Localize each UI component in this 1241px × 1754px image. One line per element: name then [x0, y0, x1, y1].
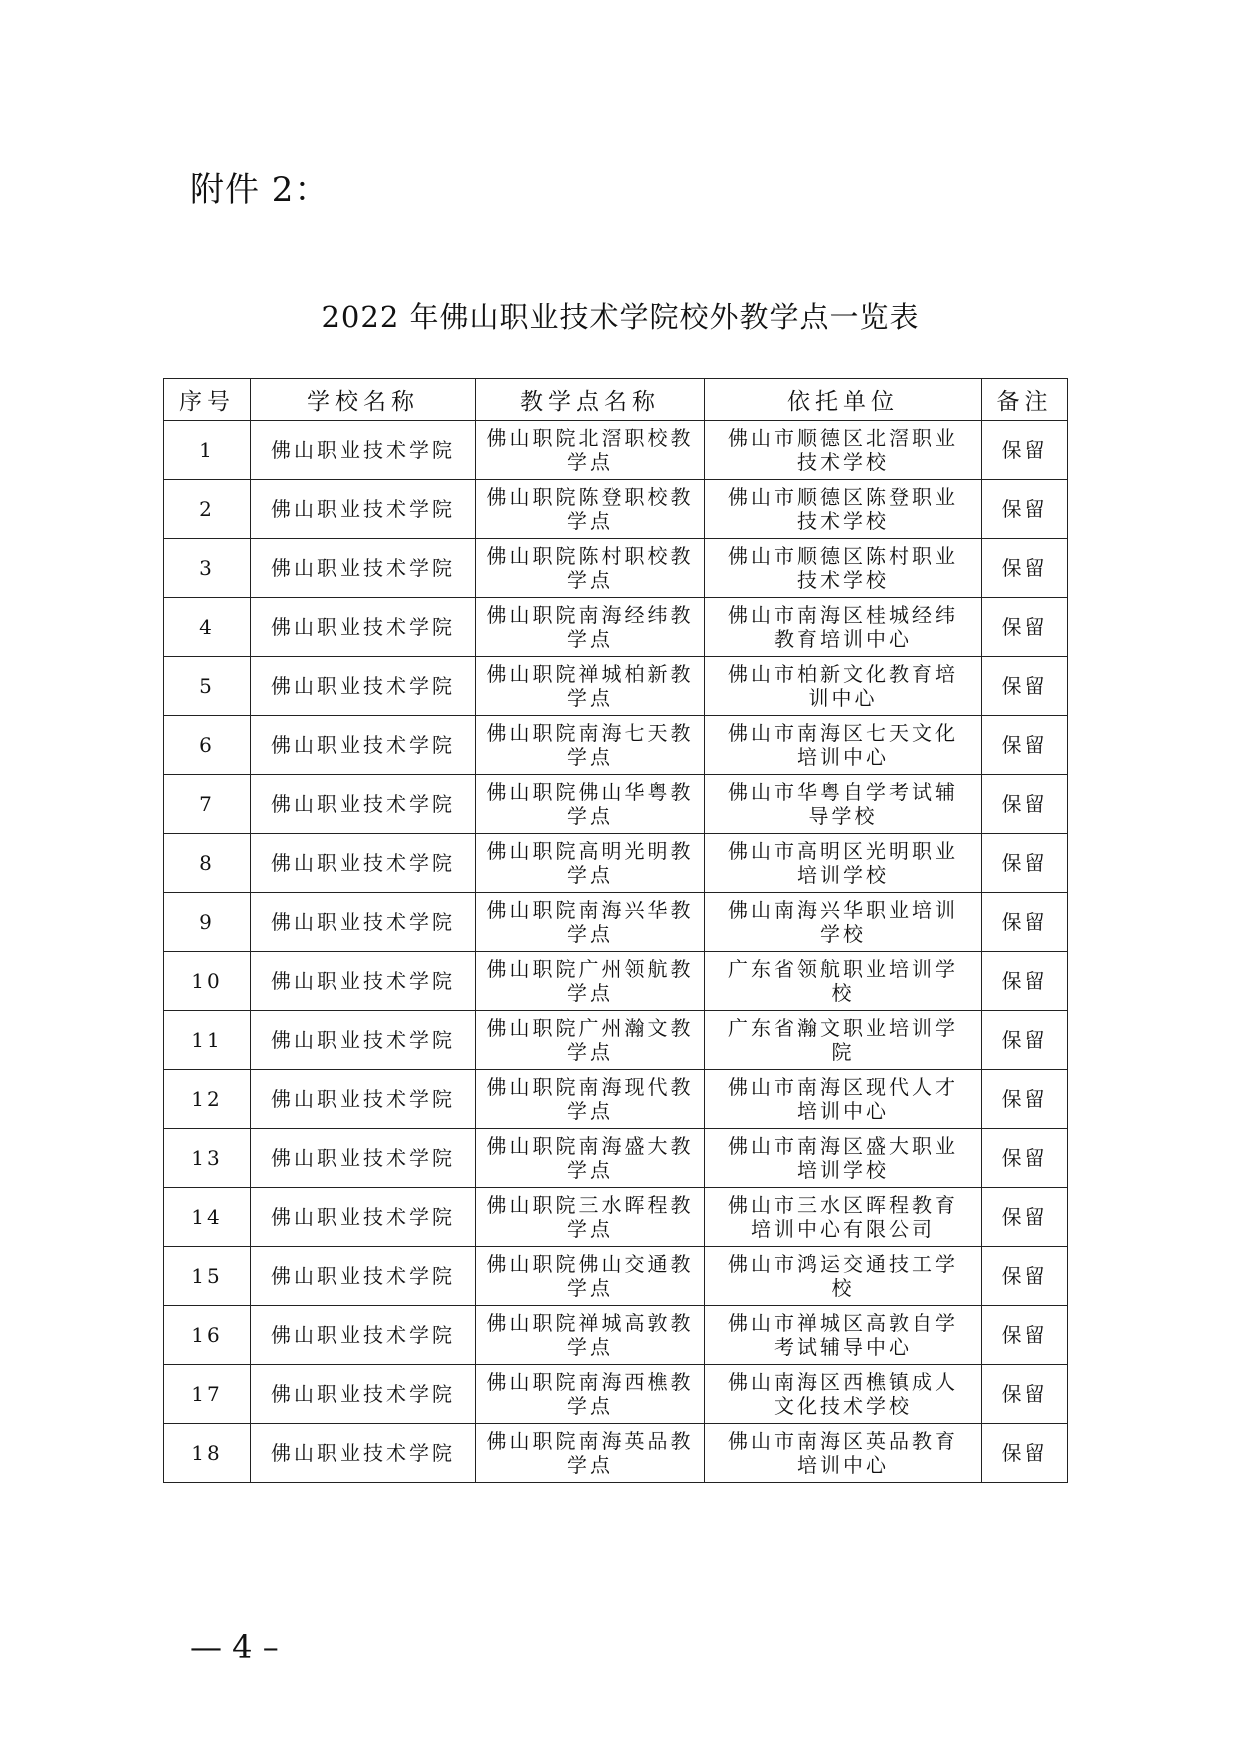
school-name-cell-text: 佛山职业技术学院: [271, 615, 455, 639]
remark-cell-text: 保留: [1001, 438, 1048, 462]
teaching-site-cell-text: 佛山职院广州领航教学点: [486, 957, 694, 1005]
teaching-site-cell-text: 佛山职院南海经纬教学点: [486, 603, 694, 651]
teaching-site-cell-text: 佛山职院北滘职校教学点: [486, 426, 694, 474]
host-unit-cell: [705, 1365, 982, 1424]
host-unit-cell: [705, 775, 982, 834]
remark-cell: [982, 1129, 1068, 1188]
remark-cell: [982, 480, 1068, 539]
table-header-row: [164, 379, 1068, 421]
host-unit-cell: [705, 893, 982, 952]
school-name-cell: [251, 716, 476, 775]
table-row: [164, 893, 1068, 952]
row-number-cell: 4: [164, 598, 251, 657]
remark-cell-text: 保留: [1001, 1205, 1048, 1229]
table-row: [164, 480, 1068, 539]
table-row: [164, 539, 1068, 598]
table-row: [164, 1129, 1068, 1188]
host-unit-cell-text: 佛山市三水区晖程教育培训中心有限公司: [728, 1193, 958, 1241]
school-name-cell: [251, 1365, 476, 1424]
host-unit-cell-text: 佛山市华粤自学考试辅导学校: [728, 780, 958, 828]
school-name-cell-text: 佛山职业技术学院: [271, 1264, 455, 1288]
table-row: [164, 657, 1068, 716]
school-name-cell: [251, 1129, 476, 1188]
school-name-cell-text: 佛山职业技术学院: [271, 1382, 455, 1406]
remark-cell-text: 保留: [1001, 556, 1048, 580]
host-unit-cell: [705, 716, 982, 775]
host-unit-cell: [705, 834, 982, 893]
row-number-cell: 16: [164, 1306, 251, 1365]
table-row: [164, 834, 1068, 893]
table-row: [164, 716, 1068, 775]
row-number-cell: 10: [164, 952, 251, 1011]
teaching-site-cell: [476, 1306, 705, 1365]
teaching-site-cell: [476, 716, 705, 775]
table-row: [164, 1247, 1068, 1306]
remark-cell-text: 保留: [1001, 910, 1048, 934]
remark-cell: [982, 421, 1068, 480]
remark-cell: [982, 893, 1068, 952]
teaching-site-cell: [476, 1188, 705, 1247]
host-unit-cell: [705, 1247, 982, 1306]
row-number-cell: 11: [164, 1011, 251, 1070]
teaching-sites-table: [163, 378, 1068, 1483]
teaching-site-cell: [476, 1070, 705, 1129]
row-number-cell: 1: [164, 421, 251, 480]
remark-cell-text: 保留: [1001, 969, 1048, 993]
school-name-cell: [251, 1070, 476, 1129]
school-name-cell-text: 佛山职业技术学院: [271, 556, 455, 580]
table-row: [164, 1424, 1068, 1483]
remark-cell-text: 保留: [1001, 733, 1048, 757]
remark-cell-text: 保留: [1001, 792, 1048, 816]
remark-cell: [982, 1011, 1068, 1070]
teaching-site-cell: [476, 539, 705, 598]
remark-cell-text: 保留: [1001, 1441, 1048, 1465]
teaching-site-cell: [476, 775, 705, 834]
host-unit-cell-text: 佛山市南海区盛大职业培训学校: [728, 1134, 958, 1182]
remark-cell-text: 保留: [1001, 1087, 1048, 1111]
row-number-cell: 5: [164, 657, 251, 716]
teaching-site-cell-text: 佛山职院南海七天教学点: [486, 721, 694, 769]
remark-cell: [982, 1247, 1068, 1306]
remark-cell: [982, 1306, 1068, 1365]
school-name-cell: [251, 1247, 476, 1306]
school-name-cell-text: 佛山职业技术学院: [271, 1441, 455, 1465]
teaching-site-cell-text: 佛山职院南海现代教学点: [486, 1075, 694, 1123]
host-unit-cell: [705, 1011, 982, 1070]
teaching-site-cell-text: 佛山职院陈村职校教学点: [486, 544, 694, 592]
remark-cell-text: 保留: [1001, 674, 1048, 698]
host-unit-cell-text: 佛山市顺德区北滘职业技术学校: [728, 426, 958, 474]
table-row: [164, 1306, 1068, 1365]
teaching-site-cell-text: 佛山职院三水晖程教学点: [486, 1193, 694, 1241]
table-row: [164, 421, 1068, 480]
host-unit-cell-text: 佛山南海兴华职业培训学校: [728, 898, 958, 946]
remark-cell-text: 保留: [1001, 1323, 1048, 1347]
teaching-site-cell-text: 佛山职院南海英品教学点: [486, 1429, 694, 1477]
row-number-cell: 14: [164, 1188, 251, 1247]
school-name-cell: [251, 775, 476, 834]
remark-cell: [982, 1188, 1068, 1247]
table-row: [164, 598, 1068, 657]
host-unit-cell-text: 佛山市顺德区陈村职业技术学校: [728, 544, 958, 592]
row-number-cell: 13: [164, 1129, 251, 1188]
header-unit: 依托单位: [705, 379, 982, 421]
host-unit-cell-text: 佛山市柏新文化教育培训中心: [728, 662, 958, 710]
page-number: — 4 –: [190, 1628, 279, 1666]
school-name-cell-text: 佛山职业技术学院: [271, 1028, 455, 1052]
school-name-cell: [251, 1188, 476, 1247]
school-name-cell: [251, 893, 476, 952]
table-row: [164, 1011, 1068, 1070]
remark-cell: [982, 1365, 1068, 1424]
school-name-cell-text: 佛山职业技术学院: [271, 1205, 455, 1229]
remark-cell: [982, 598, 1068, 657]
school-name-cell: [251, 1424, 476, 1483]
school-name-cell-text: 佛山职业技术学院: [271, 1087, 455, 1111]
remark-cell-text: 保留: [1001, 1146, 1048, 1170]
row-number-cell: 7: [164, 775, 251, 834]
header-school: 学校名称: [251, 379, 476, 421]
attachment-label: 附件 2：: [190, 170, 330, 210]
remark-cell-text: 保留: [1001, 497, 1048, 521]
host-unit-cell-text: 广东省瀚文职业培训学院: [728, 1016, 958, 1064]
row-number-cell: 15: [164, 1247, 251, 1306]
teaching-site-cell: [476, 598, 705, 657]
school-name-cell: [251, 1306, 476, 1365]
host-unit-cell-text: 佛山市南海区英品教育培训中心: [728, 1429, 958, 1477]
host-unit-cell: [705, 657, 982, 716]
school-name-cell-text: 佛山职业技术学院: [271, 497, 455, 521]
teaching-site-cell: [476, 657, 705, 716]
table-row: [164, 952, 1068, 1011]
school-name-cell: [251, 1011, 476, 1070]
host-unit-cell: [705, 1424, 982, 1483]
teaching-site-cell: [476, 952, 705, 1011]
host-unit-cell-text: 佛山市顺德区陈登职业技术学校: [728, 485, 958, 533]
school-name-cell-text: 佛山职业技术学院: [271, 733, 455, 757]
teaching-site-cell-text: 佛山职院南海西樵教学点: [486, 1370, 694, 1418]
host-unit-cell: [705, 952, 982, 1011]
school-name-cell-text: 佛山职业技术学院: [271, 969, 455, 993]
teaching-site-cell: [476, 1365, 705, 1424]
remark-cell: [982, 775, 1068, 834]
host-unit-cell-text: 佛山南海区西樵镇成人文化技术学校: [728, 1370, 958, 1418]
school-name-cell: [251, 952, 476, 1011]
remark-cell-text: 保留: [1001, 615, 1048, 639]
school-name-cell-text: 佛山职业技术学院: [271, 1146, 455, 1170]
header-note: 备注: [982, 379, 1068, 421]
host-unit-cell-text: 佛山市南海区七天文化培训中心: [728, 721, 958, 769]
remark-cell: [982, 716, 1068, 775]
school-name-cell: [251, 480, 476, 539]
teaching-site-cell-text: 佛山职院广州瀚文教学点: [486, 1016, 694, 1064]
host-unit-cell-text: 佛山市鸿运交通技工学校: [728, 1252, 958, 1300]
teaching-site-cell-text: 佛山职院佛山交通教学点: [486, 1252, 694, 1300]
host-unit-cell-text: 佛山市高明区光明职业培训学校: [728, 839, 958, 887]
row-number-cell: 18: [164, 1424, 251, 1483]
row-number-cell: 6: [164, 716, 251, 775]
row-number-cell: 17: [164, 1365, 251, 1424]
remark-cell: [982, 952, 1068, 1011]
host-unit-cell-text: 广东省领航职业培训学校: [728, 957, 958, 1005]
remark-cell: [982, 657, 1068, 716]
school-name-cell: [251, 598, 476, 657]
host-unit-cell: [705, 1188, 982, 1247]
host-unit-cell: [705, 598, 982, 657]
table-row: [164, 1188, 1068, 1247]
school-name-cell: [251, 539, 476, 598]
row-number-cell: 8: [164, 834, 251, 893]
teaching-site-cell: [476, 1424, 705, 1483]
remark-cell-text: 保留: [1001, 851, 1048, 875]
host-unit-cell: [705, 1129, 982, 1188]
host-unit-cell-text: 佛山市南海区桂城经纬教育培训中心: [728, 603, 958, 651]
host-unit-cell: [705, 421, 982, 480]
teaching-site-cell: [476, 421, 705, 480]
row-number-cell: 2: [164, 480, 251, 539]
school-name-cell: [251, 657, 476, 716]
host-unit-cell: [705, 539, 982, 598]
teaching-site-cell-text: 佛山职院高明光明教学点: [486, 839, 694, 887]
school-name-cell-text: 佛山职业技术学院: [271, 910, 455, 934]
remark-cell: [982, 1424, 1068, 1483]
host-unit-cell: [705, 1070, 982, 1129]
teaching-site-cell: [476, 893, 705, 952]
school-name-cell-text: 佛山职业技术学院: [271, 438, 455, 462]
school-name-cell: [251, 421, 476, 480]
teaching-site-cell-text: 佛山职院南海兴华教学点: [486, 898, 694, 946]
teaching-site-cell-text: 佛山职院南海盛大教学点: [486, 1134, 694, 1182]
header-site: 教学点名称: [476, 379, 705, 421]
row-number-cell: 3: [164, 539, 251, 598]
school-name-cell: [251, 834, 476, 893]
teaching-site-cell-text: 佛山职院陈登职校教学点: [486, 485, 694, 533]
teaching-site-cell: [476, 1011, 705, 1070]
host-unit-cell-text: 佛山市禅城区高敦自学考试辅导中心: [728, 1311, 958, 1359]
header-no: 序号: [164, 379, 251, 421]
teaching-site-cell: [476, 480, 705, 539]
school-name-cell-text: 佛山职业技术学院: [271, 1323, 455, 1347]
remark-cell-text: 保留: [1001, 1382, 1048, 1406]
remark-cell: [982, 834, 1068, 893]
school-name-cell-text: 佛山职业技术学院: [271, 792, 455, 816]
school-name-cell-text: 佛山职业技术学院: [271, 674, 455, 698]
remark-cell-text: 保留: [1001, 1264, 1048, 1288]
table-row: [164, 775, 1068, 834]
teaching-site-cell: [476, 834, 705, 893]
remark-cell-text: 保留: [1001, 1028, 1048, 1052]
host-unit-cell: [705, 1306, 982, 1365]
teaching-site-cell-text: 佛山职院佛山华粤教学点: [486, 780, 694, 828]
document-title: 2022 年佛山职业技术学院校外教学点一览表: [321, 300, 920, 334]
table-row: [164, 1365, 1068, 1424]
row-number-cell: 12: [164, 1070, 251, 1129]
remark-cell: [982, 539, 1068, 598]
teaching-site-cell-text: 佛山职院禅城柏新教学点: [486, 662, 694, 710]
row-number-cell: 9: [164, 893, 251, 952]
teaching-site-cell: [476, 1129, 705, 1188]
teaching-site-cell-text: 佛山职院禅城高敦教学点: [486, 1311, 694, 1359]
table-row: [164, 1070, 1068, 1129]
school-name-cell-text: 佛山职业技术学院: [271, 851, 455, 875]
host-unit-cell-text: 佛山市南海区现代人才培训中心: [728, 1075, 958, 1123]
host-unit-cell: [705, 480, 982, 539]
teaching-site-cell: [476, 1247, 705, 1306]
remark-cell: [982, 1070, 1068, 1129]
